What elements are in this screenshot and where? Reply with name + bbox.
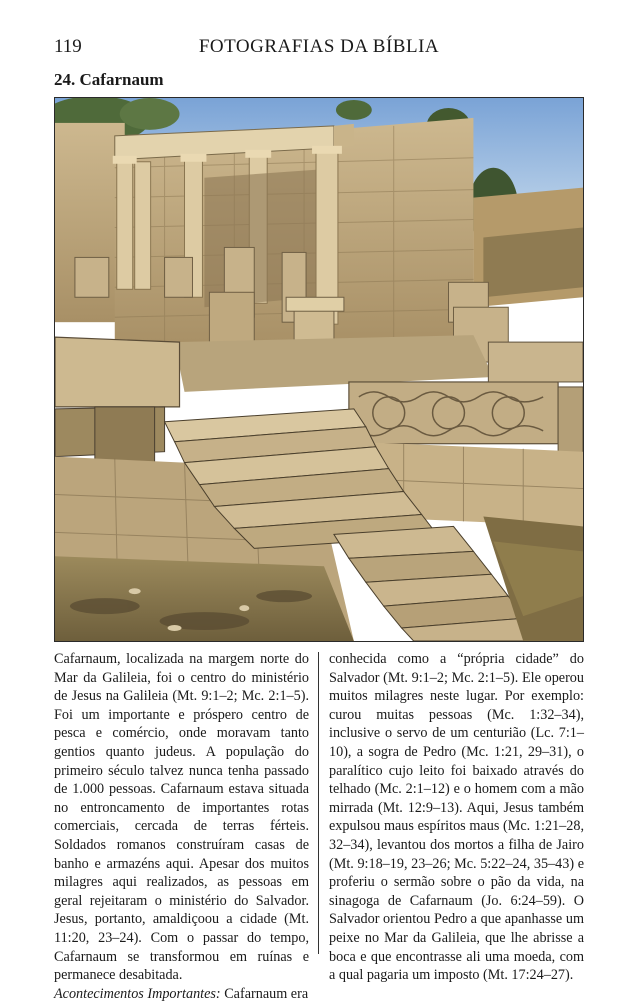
events-lead: Acontecimentos Importantes: [54,985,221,1002]
photo-illustration [55,98,583,641]
capernaum-ruins-photo [54,97,584,642]
text-column-left [54,650,309,1003]
paragraph-intro: Cafarnaum, localizada na margem norte do Mar da Galileia, foi o centro do ministério de Jesus na Galileia (Mt. 9:1–2; Mc. 2:1–5). Foi um importante e próspero centro de pesca e comércio, onde moravam tanto gentios quanto judeus. A população do primeiro século talvez nunca tenha passado de 1.000 pessoas. Cafarnaum estava situada no entroncamento de importantes rotas comerciais, cercada de terras férteis. Soldados romanos construíram casas de banho e armazéns aqui. Apesar dos muitos milagres aqui realizados, as pessoas em geral rejeitaram o ministério do Salvador. Jesus, portanto, amaldiçoou a cidade (Mt. 11:20, 23–24). Com o passar do tempo, Cafarnaum se transformou em ruínas e permanece desabitada. [54,651,309,984]
column-divider [318,652,319,954]
running-title: FOTOGRAFIAS DA BÍBLIA [198,36,440,57]
column-right-paragraph: conhecida como a “própria cidade” do Salvador (Mt. 9:1–2; Mc. 2:1–5). Ele operou muitos milagres neste lugar. Por exemplo: curou muitas pessoas (Mc. 1:32–34), inclusive o servo de um centurião (Lc. 7:1–10), a sogra de Pedro (Mc. 1:21, 29–31), o paralítico cujo leito foi baixado através do telhado (Mc. 2:1–12) e o homem com a mão mirrada (Mt. 12:9–13). Aqui, Jesus também expulsou maus espíritos maus (Mc. 1:21–28, 32–34), levantou dos mortos a filha de Jairo (Mt. 9:18–19, 23–26; Mc. 5:22–24, 35–43) e proferiu o sermão sobre o pão da vida, na sinagoga de Cafarnaum (Jo. 6:24–59). O Salvador orientou Pedro a que apanhasse um peixe no Mar da Galileia, que lhe abrisse a boca e que encontrasse ali uma moeda, com a qual pagaria um imposto (Mt. 17:24–27). [329,651,584,984]
section-title: 24. Cafarnaum [54,70,164,89]
text-column-right [329,650,584,985]
column-left-paragraph [54,650,309,985]
events-lead-tail: Cafarnaum era [220,985,309,1002]
page-header [54,36,584,62]
column-left-events [54,985,309,1003]
page-number: 119 [54,36,82,57]
